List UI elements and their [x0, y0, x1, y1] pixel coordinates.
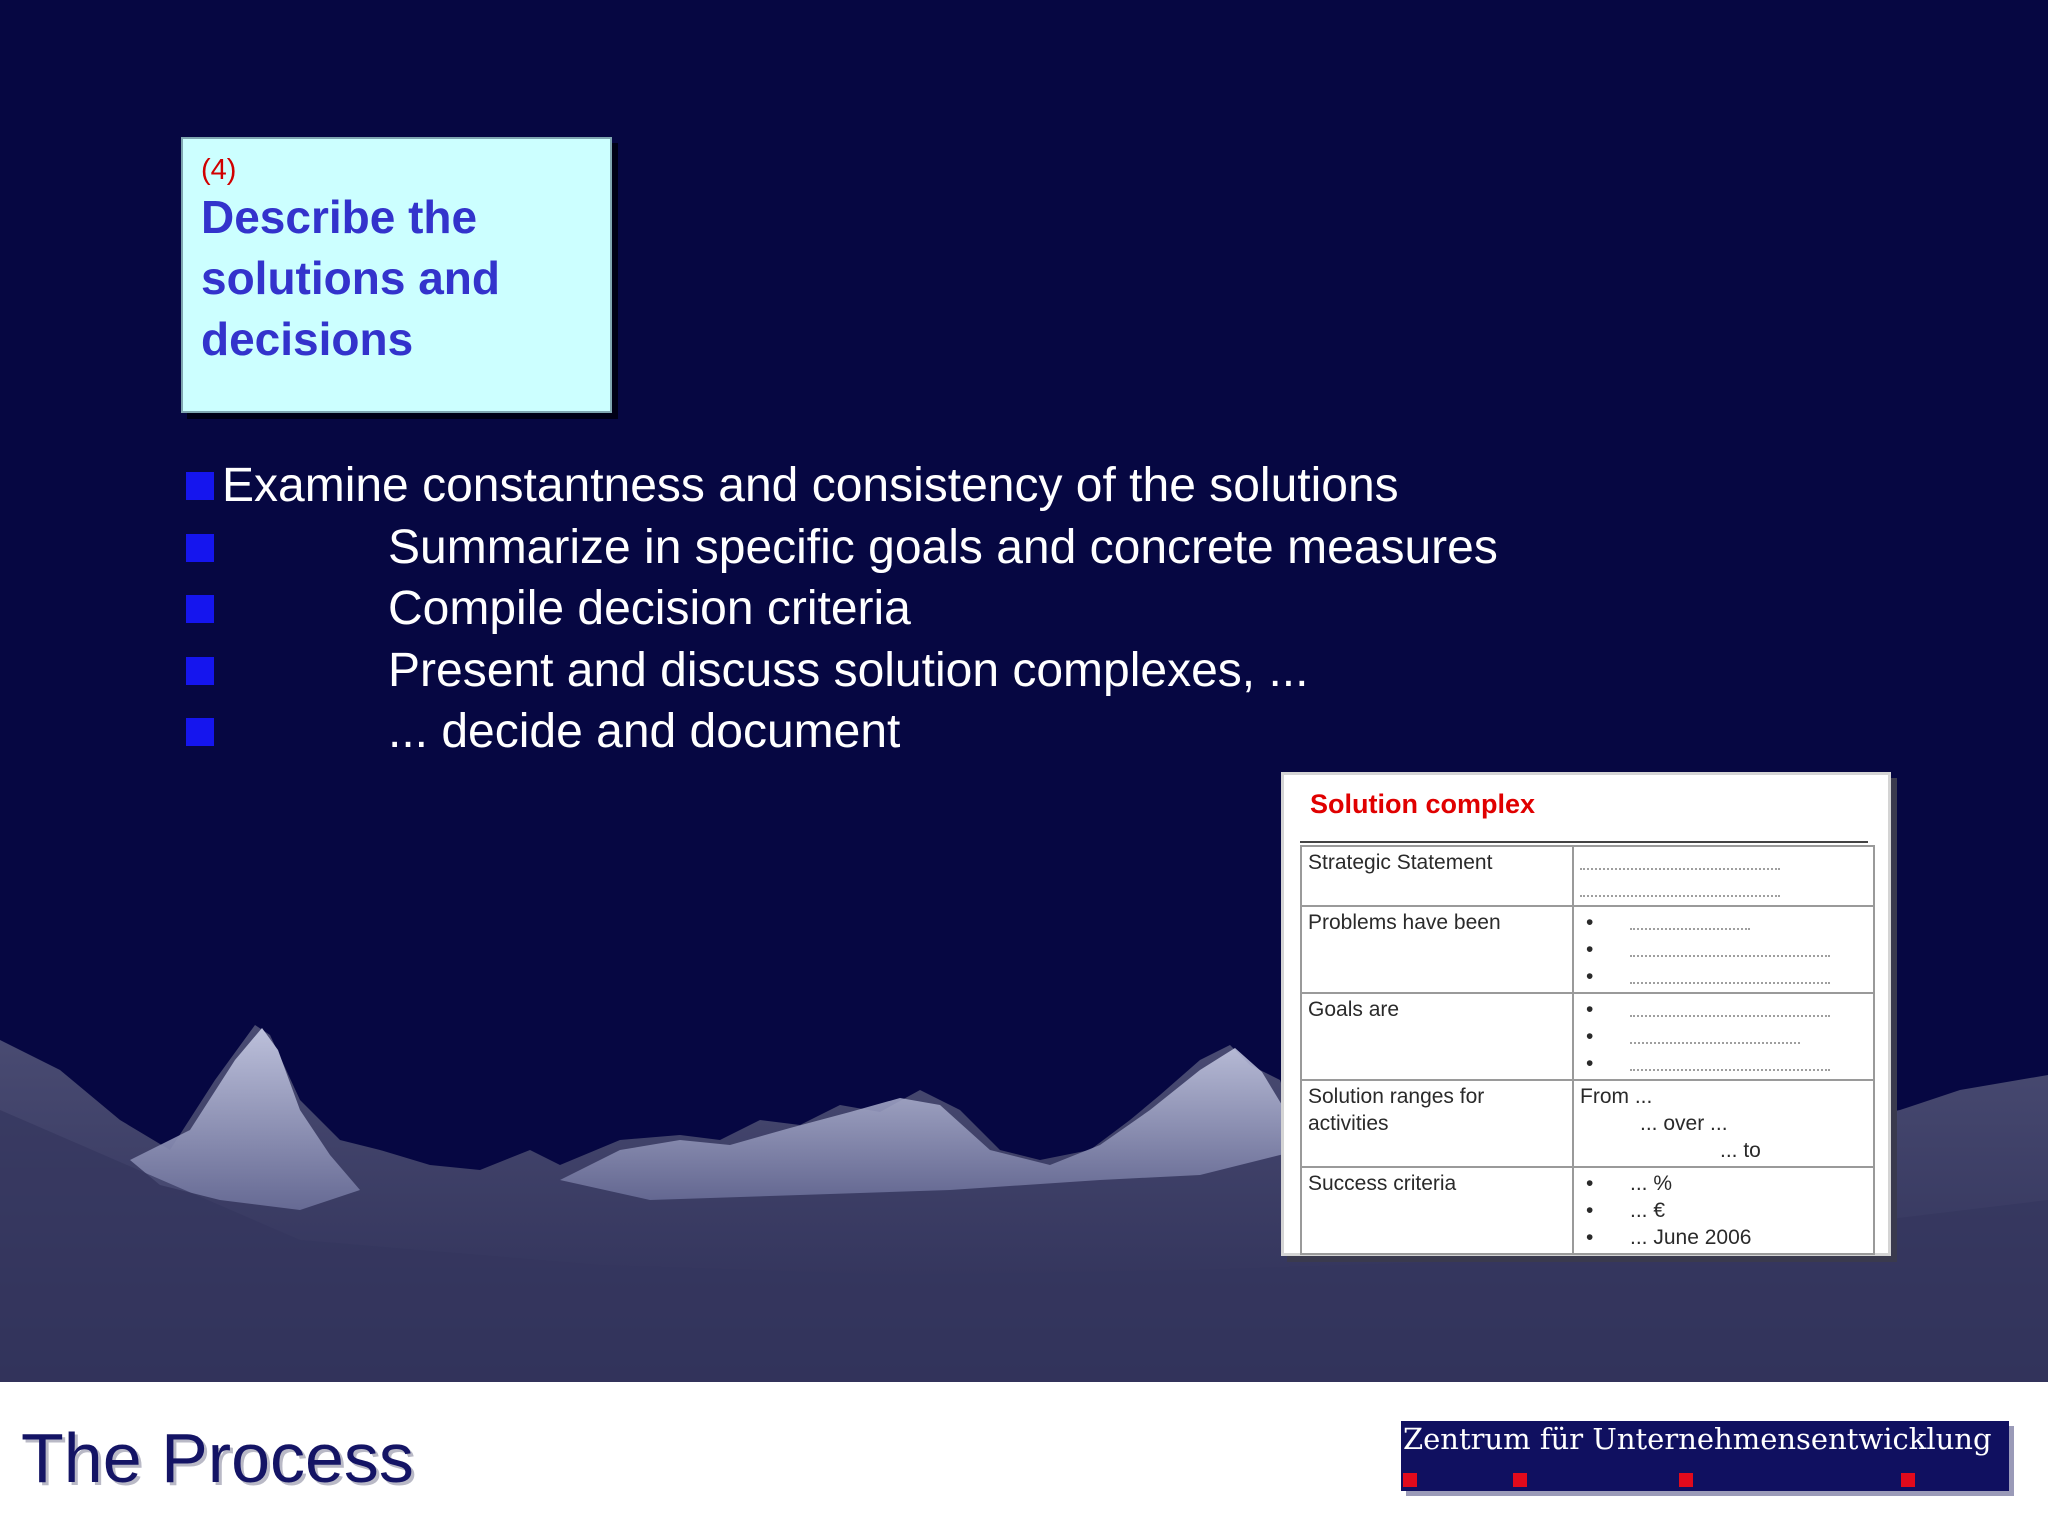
range-text: ... to [1720, 1139, 1761, 1162]
bullet-text: ... decide and document [388, 705, 901, 758]
step-title [201, 187, 592, 370]
table-row [1301, 1080, 1874, 1167]
row-label: Success criteria [1301, 1167, 1573, 1254]
table-row [1301, 1167, 1874, 1254]
document-divider [1300, 841, 1868, 843]
bullet-list [186, 455, 1686, 763]
row-value [1573, 1167, 1874, 1254]
logo-dot-icon [1513, 1473, 1527, 1487]
row-value [1573, 906, 1874, 993]
bullet-item [186, 517, 1686, 579]
row-value [1573, 1080, 1874, 1167]
bullet-square-icon [186, 472, 214, 500]
range-text: From ... [1580, 1085, 1653, 1108]
bullet-text: Present and discuss solution complexes, ... [388, 643, 1309, 697]
row-label: Strategic Statement [1301, 846, 1573, 906]
row-label: Solution ranges for activities [1301, 1080, 1573, 1167]
criteria-text: • ... % [1580, 1170, 1867, 1197]
bullet-text: Examine constantness and consistency of the solutions [222, 459, 1399, 512]
logo-dot-icon [1901, 1473, 1915, 1487]
bullet-square-icon [186, 718, 214, 746]
bullet-item [186, 640, 1686, 702]
bullet-item [186, 455, 1686, 517]
table-row [1301, 993, 1874, 1080]
bullet-text: Compile decision criteria [388, 582, 911, 635]
table-row [1301, 906, 1874, 993]
organization-logo [1401, 1421, 2009, 1491]
row-value [1573, 846, 1874, 906]
criteria-text: • ... June 2006 [1580, 1224, 1867, 1251]
logo-text: Zentrum für Unternehmensentwicklung [1403, 1422, 1992, 1456]
bullet-square-icon [186, 657, 214, 685]
document-title: Solution complex [1310, 789, 1536, 819]
step-number: (4) [201, 154, 237, 186]
solution-complex-document [1281, 772, 1891, 1256]
bullet-square-icon [186, 595, 214, 623]
step-callout-box [181, 137, 612, 413]
footer-title: The Process [21, 1419, 414, 1497]
step-title-line: solutions and [201, 252, 500, 304]
row-label: Problems have been [1301, 906, 1573, 993]
table-row [1301, 846, 1874, 906]
bullet-text: Summarize in specific goals and concrete measures [388, 520, 1498, 574]
solution-complex-table [1300, 845, 1875, 1255]
step-title-line: decisions [201, 313, 414, 365]
bullet-item [186, 701, 1686, 763]
logo-dot-icon [1679, 1473, 1693, 1487]
criteria-text: • ... € [1580, 1197, 1867, 1224]
range-text: ... over ... [1640, 1112, 1728, 1135]
row-label: Goals are [1301, 993, 1573, 1080]
logo-dot-icon [1403, 1473, 1417, 1487]
bullet-item [186, 578, 1686, 640]
bullet-square-icon [186, 534, 214, 562]
row-value [1573, 993, 1874, 1080]
step-title-line: Describe the [201, 191, 478, 243]
